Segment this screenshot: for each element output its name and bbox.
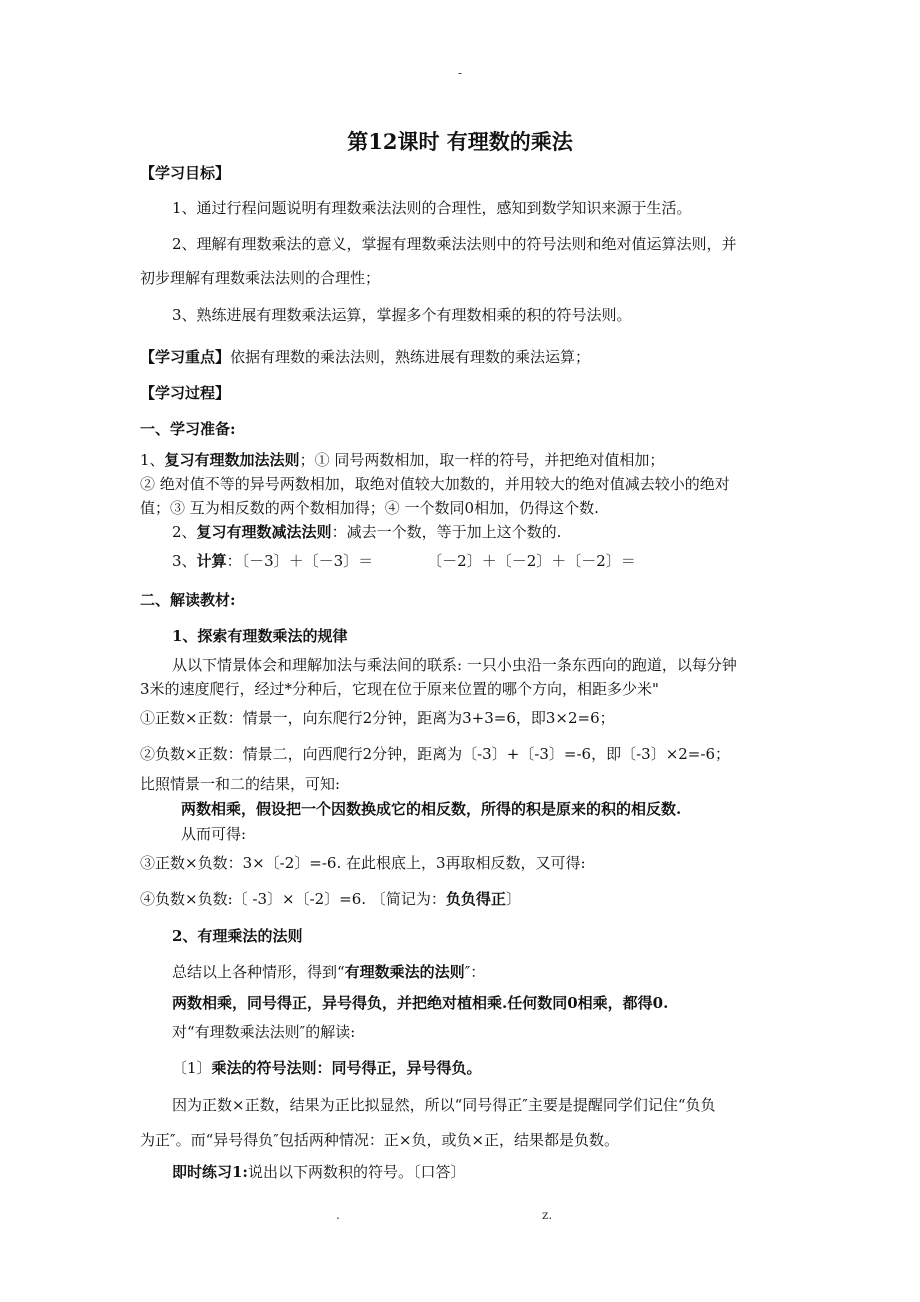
focus-line [140,347,590,367]
explanation-2: 为正″。而“异号得负″包括两种情况：正×负，或负×正，结果都是负数。 [140,1131,620,1149]
addition-rule-label: 复习有理数加法法则 [164,451,300,469]
item-number: 2、 [172,523,197,541]
summary-line [172,962,485,982]
calculate-expr-2: 〔－2〕＋〔－2〕＋〔－2〕＝ [427,552,636,570]
addition-rule-text: ；① 同号两数相加，取一样的符号，并把绝对值相加； [299,451,665,469]
subtraction-rule-text: ：减去一个数，等于加上这个数的. [331,523,562,541]
calculate-line [172,551,636,571]
subsection-1-heading: 1、探索有理数乘法的规律 [172,627,348,645]
sign-rule-text: 乘法的符号法则：同号得正，异号得负。 [211,1059,482,1077]
opposite-rule: 两数相乘，假设把一个因数换成它的相反数，所得的积是原来的积的相反数. [181,800,682,818]
addition-rule-line-3: 值；③ 互为相反数的两个数相加得；④ 一个数同0相加，仍得这个数. [140,499,599,517]
section1-heading: 一、学习准备: [140,420,236,438]
objective-1: 1、通过行程问题说明有理数乘法法则的合理性，感知到数学知识来源于生活。 [172,199,692,217]
focus-label: 【学习重点】 [140,348,231,366]
calculate-label: 计算 [196,552,227,570]
review-addition-line [140,450,664,470]
case-3: ③正数×负数：3×〔-2〕=-6. 在此根底上，3再取相反数，又可得: [140,854,586,872]
focus-text: 依据有理数的乘法法则，熟练进展有理数的乘法运算； [230,348,591,366]
addition-rule-line-2: ② 绝对值不等的异号两数相加，取绝对值较大加数的，并用较大的绝对值减去较小的绝对 [140,475,730,493]
case-4-text: ④负数×负数:〔 -3〕×〔-2〕=6. 〔简记为： [140,890,446,908]
interpretation-intro: 对“有理数乘法法则″的解读: [172,1023,356,1041]
practice-line [172,1162,466,1182]
sign-rule-line [172,1058,482,1078]
case-4 [140,889,521,909]
objective-2-cont: 初步理解有理数乘法法则的合理性； [140,269,381,287]
objective-3: 3、熟练进展有理数乘法运算，掌握多个有理数相乘的积的符号法则。 [172,306,632,324]
sign-rule-number: 〔1〕 [172,1059,212,1077]
section2-heading: 二、解读教材: [140,591,236,609]
multiplication-law: 两数相乘，同号得正，异号得负，并把绝对植相乘.任何数同0相乘，都得0. [172,994,669,1012]
page-title: 第12课时 有理数的乘法 [347,129,573,154]
comparison-line: 比照情景一和二的结果，可知: [140,775,341,793]
thus-line: 从而可得: [181,825,247,843]
summary-end: ″： [464,963,486,981]
scenario-para-1: 从以下情景体会和理解加法与乘法间的联系: 一只小虫沿一条东西向的跑道，以每分钟 [172,656,737,674]
scenario-para-2: 3米的速度爬行，经过*分种后，它现在位于原来位置的哪个方向，相距多少米" [140,680,659,698]
case-4-summary: 负负得正 [445,890,506,908]
subtraction-rule-label: 复习有理数减法法则 [196,523,332,541]
objectives-heading: 【学习目标】 [140,164,231,182]
subsection-2-heading: 2、有理乘法的法则 [172,927,303,945]
header-mark: - [457,66,463,80]
summary-bold: 有理数乘法的法则 [344,963,465,981]
case-1: ①正数×正数：情景一，向东爬行2分钟，距离为3+3=6，即3×2=6； [140,709,615,727]
explanation-1: 因为正数×正数，结果为正比拟显然，所以“同号得正″主要是提醒同学们记住“负负 [172,1096,716,1114]
item-number: 1、 [140,451,165,469]
footer-left: . [336,1208,340,1222]
footer-right: z. [542,1208,553,1222]
item-number: 3、 [172,552,197,570]
review-subtraction-line [172,522,561,542]
case-2: ②负数×正数：情景二，向西爬行2分钟，距离为〔-3〕+〔-3〕=-6，即〔-3〕×2=-6； [140,745,730,763]
case-4-end: 〕 [505,890,521,908]
summary-text: 总结以上各种情形，得到“ [172,963,345,981]
process-heading: 【学习过程】 [140,384,231,402]
practice-label: 即时练习1: [172,1163,248,1181]
objective-2: 2、理解有理数乘法的意义，掌握有理数乘法法则中的符号法则和绝对值运算法则，并 [172,235,737,253]
calculate-expr-1: ：〔－3〕＋〔－3〕＝ [226,552,374,570]
practice-text: 说出以下两数积的符号。〔口答〕 [247,1163,466,1181]
